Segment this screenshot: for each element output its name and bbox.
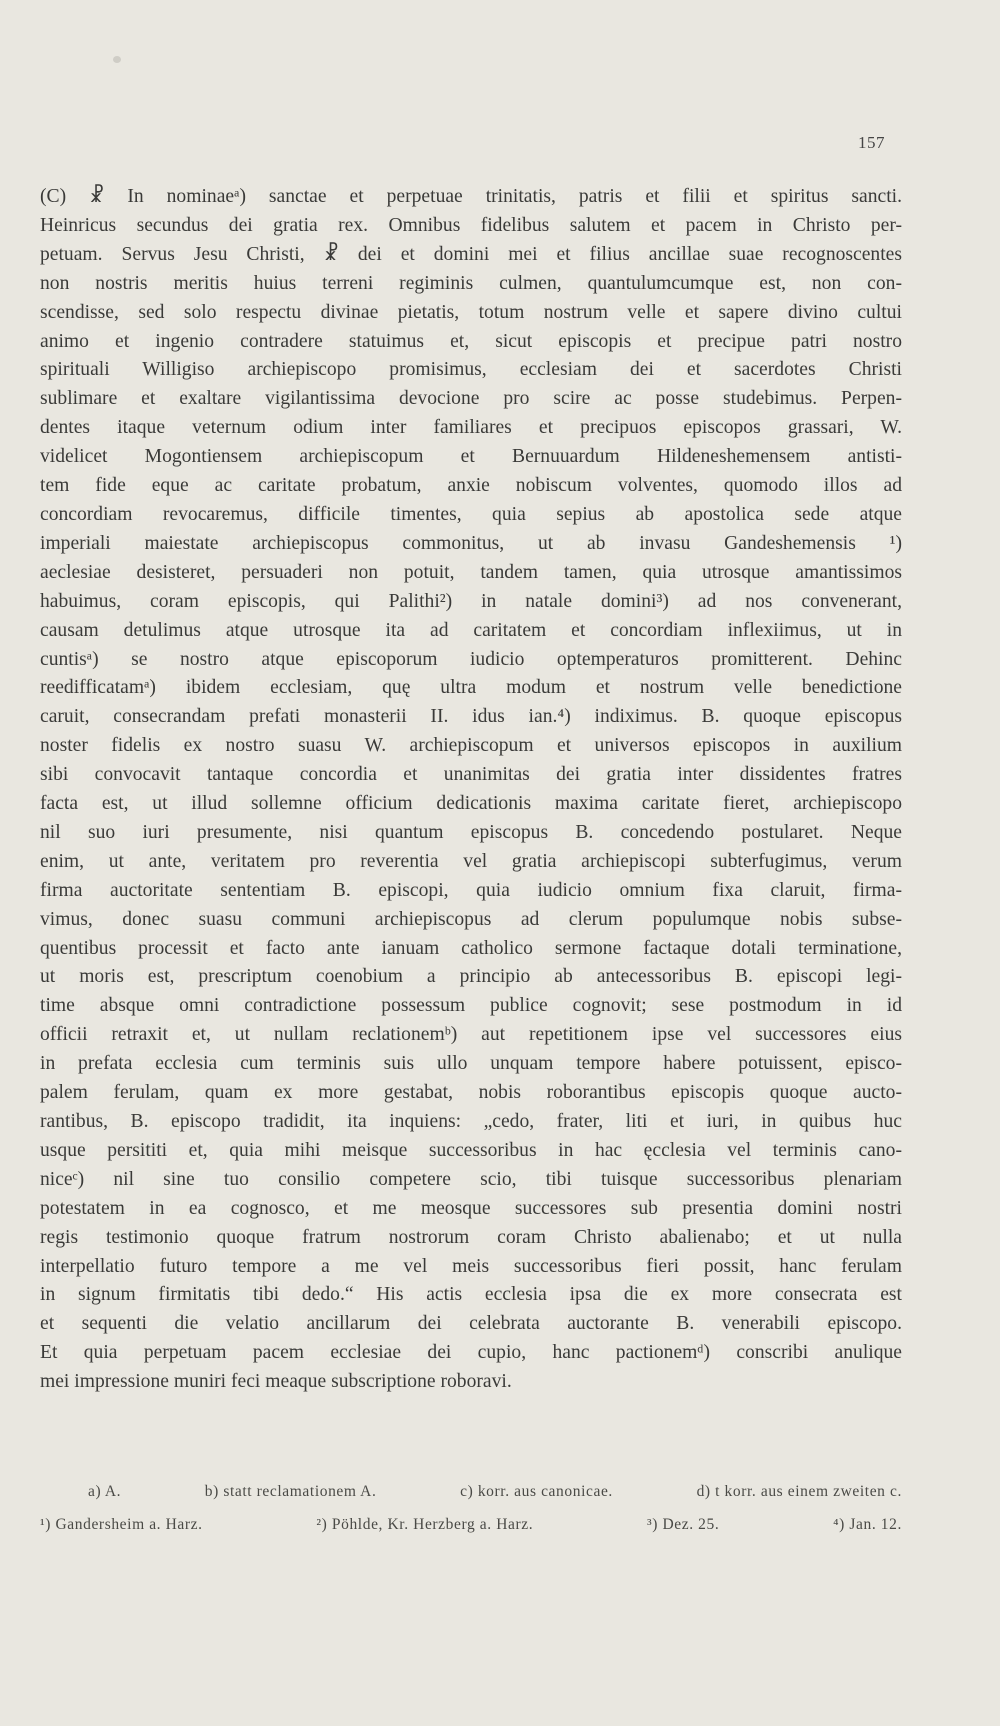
text-line: aeclesiae desisteret, persuaderi non potuit, tandem tamen, quia utrosque amantissimos bbox=[40, 561, 902, 583]
text-line: et sequenti die velatio ancillarum dei celebrata auctorante B. venerabili episcopo. bbox=[40, 1313, 902, 1335]
critical-footnotes bbox=[40, 1483, 902, 1501]
text-line: habuimus, coram episcopis, qui Palithi²) in natale domini³) ad nos convenerant, bbox=[40, 590, 902, 612]
text-line: officii retraxit et, ut nullam reclationemᵇ) aut repetitionem ipse vel successores eius bbox=[40, 1024, 902, 1046]
text-line: interpellatio futuro tempore a me vel meis successoribus fieri possit, hanc ferulam bbox=[40, 1255, 902, 1277]
text-line: Et quia perpetuam pacem ecclesiae dei cupio, hanc pactionemᵈ) conscribi anulique bbox=[40, 1342, 902, 1364]
text-line: time absque omni contradictione possessum publice cognovit; sese postmodum in id bbox=[40, 995, 902, 1017]
text-line: vimus, donec suasu communi archiepiscopus ad clerum populumque nobis subse- bbox=[40, 908, 902, 930]
text-line: rantibus, B. episcopo tradidit, ita inquiens: „cedo, frater, liti et iuri, in quibus huc bbox=[40, 1111, 902, 1132]
text-line: spirituali Willigiso archiepiscopo promisimus, ecclesiam dei et sacerdotes Christi bbox=[40, 359, 902, 381]
text-line: cuntisᵃ) se nostro atque episcoporum iudicio optemperaturos promitterent. Dehinc bbox=[40, 648, 902, 670]
text-line: in signum firmitatis tibi dedo.“ His actis ecclesia ipsa die ex more consecrata est bbox=[40, 1284, 902, 1306]
text-line: (C) ☧ In nominaeᵃ) sanctae et perpetuae trinitatis, patris et filii et spiritus sancti. bbox=[40, 186, 902, 207]
text-line: videlicet Mogontiensem archiepiscopum et Bernuuardum Hildeneshemensem antisti- bbox=[40, 446, 902, 468]
footnote: d) t korr. aus einem zweiten c. bbox=[696, 1483, 902, 1500]
text-line: in prefata ecclesia cum terminis suis ullo unquam tempore habere potuissent, episco- bbox=[40, 1053, 902, 1075]
text-line: non nostris meritis huius terreni regiminis culmen, quantulumcumque est, non con- bbox=[40, 272, 902, 294]
footnote: b) statt reclamationem A. bbox=[204, 1483, 377, 1500]
text-line: tem fide eque ac caritate probatum, anxie nobiscum volventes, quomodo illos ad bbox=[40, 475, 902, 497]
footnote: a) A. bbox=[88, 1483, 122, 1500]
text-line: mei impressione muniri feci meaque subscriptione roboravi. bbox=[40, 1371, 512, 1393]
text-line: sublimare et exaltare vigilantissima devocione pro scire ac posse studebimus. Perpen- bbox=[40, 388, 902, 410]
text-line: Heinricus secundus dei gratia rex. Omnibus fidelibus salutem et pacem in Christo per- bbox=[40, 214, 902, 236]
explanatory-footnotes bbox=[40, 1516, 902, 1534]
text-line: concordiam revocaremus, difficile timentes, quia sepius ab apostolica sede atque bbox=[40, 503, 902, 525]
footnote: c) korr. aus canonicae. bbox=[460, 1483, 613, 1500]
text-line: usque persititi et, quia mihi meisque successoribus in hac ęcclesia vel terminis cano- bbox=[40, 1139, 902, 1161]
text-line: causam detulimus atque utrosque ita ad caritatem et concordiam inflexiimus, ut in bbox=[40, 619, 902, 641]
text-line: niceᶜ) nil sine tuo consilio competere scio, tibi tuisque successoribus plenariam bbox=[40, 1168, 902, 1190]
text-line: nil suo iuri presumente, nisi quantum episcopus B. concedendo postularet. Neque bbox=[40, 821, 902, 843]
page-number: 157 bbox=[858, 133, 885, 152]
footnote: ¹) Gandersheim a. Harz. bbox=[40, 1516, 203, 1533]
text-line: facta est, ut illud sollemne officium dedicationis maxima caritate fieret, archiepiscopo bbox=[40, 793, 902, 815]
text-line: petuam. Servus Jesu Christi, ☧ dei et domini mei et filius ancillae suae recognoscentes bbox=[40, 243, 902, 265]
footnote: ²) Pöhlde, Kr. Herzberg a. Harz. bbox=[316, 1516, 534, 1533]
charter-text bbox=[40, 183, 902, 1397]
text-line: palem ferulam, quam ex more gestabat, nobis roborantibus episcopis quoque aucto- bbox=[40, 1082, 902, 1104]
text-line: regis testimonio quoque fratrum nostrorum coram Christo abalienabo; et ut nulla bbox=[40, 1226, 902, 1248]
text-line: dentes itaque veternum odium inter familiares et precipuos episcopos grassari, W. bbox=[40, 417, 902, 439]
text-line: scendisse, sed solo respectu divinae pietatis, totum nostrum velle et sapere divino cultui bbox=[40, 301, 902, 323]
text-line: ut moris est, prescriptum coenobium a principio ab antecessoribus B. episcopi legi- bbox=[40, 966, 902, 988]
text-line: caruit, consecrandam prefati monasterii II. idus ian.⁴) indiximus. B. quoque episcopus bbox=[40, 706, 902, 728]
text-line: noster fidelis ex nostro suasu W. archiepiscopum et universos episcopos in auxilium bbox=[40, 735, 902, 757]
text-line: potestatem in ea cognosco, et me meosque successores sub presentia domini nostri bbox=[40, 1197, 902, 1219]
text-line: sibi convocavit tantaque concordia et unanimitas dei gratia inter dissidentes fratres bbox=[40, 764, 902, 786]
text-line: animo et ingenio contradere statuimus et, sicut episcopis et precipue patri nostro bbox=[40, 330, 902, 352]
text-line: reedifficatamᵃ) ibidem ecclesiam, quę ultra modum et nostrum velle benedictione bbox=[40, 677, 902, 699]
paper-smudge bbox=[113, 56, 121, 63]
footnote: ³) Dez. 25. bbox=[647, 1516, 720, 1533]
text-line: quentibus processit et facto ante ianuam catholico sermone factaque dotali terminatione, bbox=[40, 937, 902, 959]
footnote: ⁴) Jan. 12. bbox=[833, 1516, 902, 1533]
text-line: firma auctoritate sententiam B. episcopi, quia iudicio omnium fixa claruit, firma- bbox=[40, 879, 902, 901]
text-line: enim, ut ante, veritatem pro reverentia vel gratia archiepiscopi subterfugimus, verum bbox=[40, 850, 902, 872]
text-line: imperiali maiestate archiepiscopus commonitus, ut ab invasu Gandeshemensis ¹) bbox=[40, 532, 902, 554]
